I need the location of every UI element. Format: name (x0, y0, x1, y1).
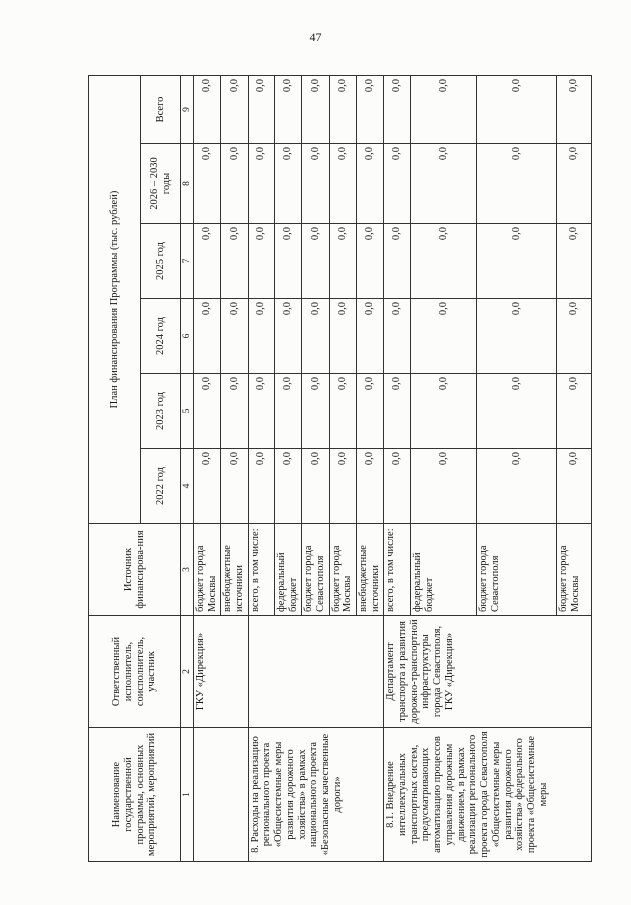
source-cell: федеральный бюджет (275, 524, 302, 616)
value-cell: 0,0 (384, 224, 411, 299)
value-cell: 0,0 (194, 299, 221, 374)
column-number: 7 (181, 224, 194, 299)
program-name-cell: 8. Расходы на реализацию регионального проекта «Общесистемные меры развития дорожного хозяйства» в рамках национального проекта «Безопасные качественные дороги» (248, 728, 384, 862)
value-cell: 0,0 (384, 449, 411, 524)
header-plan-title: План финансирования Программы (тыс. рублей) (89, 75, 141, 523)
column-number: 2 (181, 616, 194, 728)
source-cell: всего, в том числе: (248, 524, 275, 616)
program-name-cell (194, 728, 249, 862)
column-number: 5 (181, 374, 194, 449)
value-cell: 0,0 (275, 224, 302, 299)
value-cell: 0,0 (221, 374, 248, 449)
responsible-cell: Департамент транспорта и развития дорожно-транспортной инфраструктуры города Севастополя, ГКУ «Дирекция» (384, 616, 592, 728)
value-cell: 0,0 (248, 144, 275, 224)
value-cell: 0,0 (329, 299, 356, 374)
header-year-2024: 2024 год (141, 299, 181, 374)
source-cell: бюджет города Севастополя (476, 524, 556, 616)
value-cell: 0,0 (476, 75, 556, 143)
value-cell: 0,0 (221, 144, 248, 224)
value-cell: 0,0 (356, 299, 383, 374)
value-cell: 0,0 (556, 224, 591, 299)
value-cell: 0,0 (410, 374, 476, 449)
value-cell: 0,0 (329, 144, 356, 224)
responsible-cell: ГКУ «Дирекция» (194, 616, 249, 728)
value-cell: 0,0 (329, 75, 356, 143)
table-row (248, 75, 275, 861)
value-cell: 0,0 (476, 374, 556, 449)
value-cell: 0,0 (302, 144, 329, 224)
header-years-2026-2030: 2026 – 2030 годы (141, 144, 181, 224)
value-cell: 0,0 (248, 374, 275, 449)
source-cell: внебюджетные источники (356, 524, 383, 616)
value-cell: 0,0 (356, 75, 383, 143)
column-number: 9 (181, 75, 194, 143)
value-cell: 0,0 (302, 299, 329, 374)
source-cell: федеральный бюджет (410, 524, 476, 616)
value-cell: 0,0 (302, 374, 329, 449)
value-cell: 0,0 (556, 449, 591, 524)
value-cell: 0,0 (410, 224, 476, 299)
column-number: 1 (181, 728, 194, 862)
column-number: 4 (181, 449, 194, 524)
source-cell: бюджет города Москвы (329, 524, 356, 616)
header-responsible: Ответственный исполнитель, соисполнитель, участник (89, 616, 181, 728)
value-cell: 0,0 (221, 299, 248, 374)
value-cell: 0,0 (356, 224, 383, 299)
header-total: Всего (141, 75, 181, 143)
value-cell: 0,0 (384, 374, 411, 449)
responsible-cell (248, 616, 384, 728)
value-cell: 0,0 (556, 75, 591, 143)
source-cell: внебюджетные источники (221, 524, 248, 616)
value-cell: 0,0 (476, 224, 556, 299)
value-cell: 0,0 (221, 224, 248, 299)
table-row (194, 75, 221, 861)
value-cell: 0,0 (556, 299, 591, 374)
value-cell: 0,0 (221, 449, 248, 524)
source-cell: бюджет города Севастополя (302, 524, 329, 616)
value-cell: 0,0 (329, 449, 356, 524)
source-cell: бюджет города Москвы (194, 524, 221, 616)
column-number: 3 (181, 524, 194, 616)
value-cell: 0,0 (410, 75, 476, 143)
value-cell: 0,0 (356, 144, 383, 224)
value-cell: 0,0 (275, 299, 302, 374)
value-cell: 0,0 (221, 75, 248, 143)
value-cell: 0,0 (194, 374, 221, 449)
header-name: Наименование государственной программы, основных мероприятий, мероприятий (89, 728, 181, 862)
value-cell: 0,0 (384, 75, 411, 143)
column-number: 6 (181, 299, 194, 374)
header-year-2025: 2025 год (141, 224, 181, 299)
column-number: 8 (181, 144, 194, 224)
source-cell: всего, в том числе: (384, 524, 411, 616)
value-cell: 0,0 (476, 449, 556, 524)
value-cell: 0,0 (329, 374, 356, 449)
value-cell: 0,0 (248, 299, 275, 374)
header-source: Источник финансирова-ния (89, 524, 181, 616)
value-cell: 0,0 (476, 299, 556, 374)
header-year-2023: 2023 год (141, 374, 181, 449)
value-cell: 0,0 (302, 449, 329, 524)
value-cell: 0,0 (248, 224, 275, 299)
value-cell: 0,0 (275, 374, 302, 449)
value-cell: 0,0 (194, 144, 221, 224)
header-year-2022: 2022 год (141, 449, 181, 524)
page-number: 47 (309, 30, 322, 44)
value-cell: 0,0 (194, 75, 221, 143)
source-cell: бюджет города Москвы (556, 524, 591, 616)
value-cell: 0,0 (410, 449, 476, 524)
value-cell: 0,0 (356, 449, 383, 524)
value-cell: 0,0 (275, 449, 302, 524)
program-name-cell: 8.1. Внедрение интеллектуальных транспортных систем, предусматривающих автоматизацию процессов управления дорожным движением, в рамках реализации регионального проекта города Севастополя «Общесистемные меры развития дорожного хозяйства» федерального проекта «Общесистемные меры (384, 728, 592, 862)
value-cell: 0,0 (275, 144, 302, 224)
table-row (384, 75, 411, 861)
value-cell: 0,0 (384, 144, 411, 224)
value-cell: 0,0 (248, 449, 275, 524)
value-cell: 0,0 (194, 224, 221, 299)
value-cell: 0,0 (556, 144, 591, 224)
rotated-table-container (88, 76, 592, 862)
value-cell: 0,0 (356, 374, 383, 449)
value-cell: 0,0 (384, 299, 411, 374)
value-cell: 0,0 (302, 75, 329, 143)
value-cell: 0,0 (275, 75, 302, 143)
value-cell: 0,0 (476, 144, 556, 224)
financing-plan-table (88, 75, 592, 862)
value-cell: 0,0 (329, 224, 356, 299)
value-cell: 0,0 (556, 374, 591, 449)
value-cell: 0,0 (248, 75, 275, 143)
value-cell: 0,0 (410, 144, 476, 224)
value-cell: 0,0 (194, 449, 221, 524)
value-cell: 0,0 (302, 224, 329, 299)
value-cell: 0,0 (410, 299, 476, 374)
